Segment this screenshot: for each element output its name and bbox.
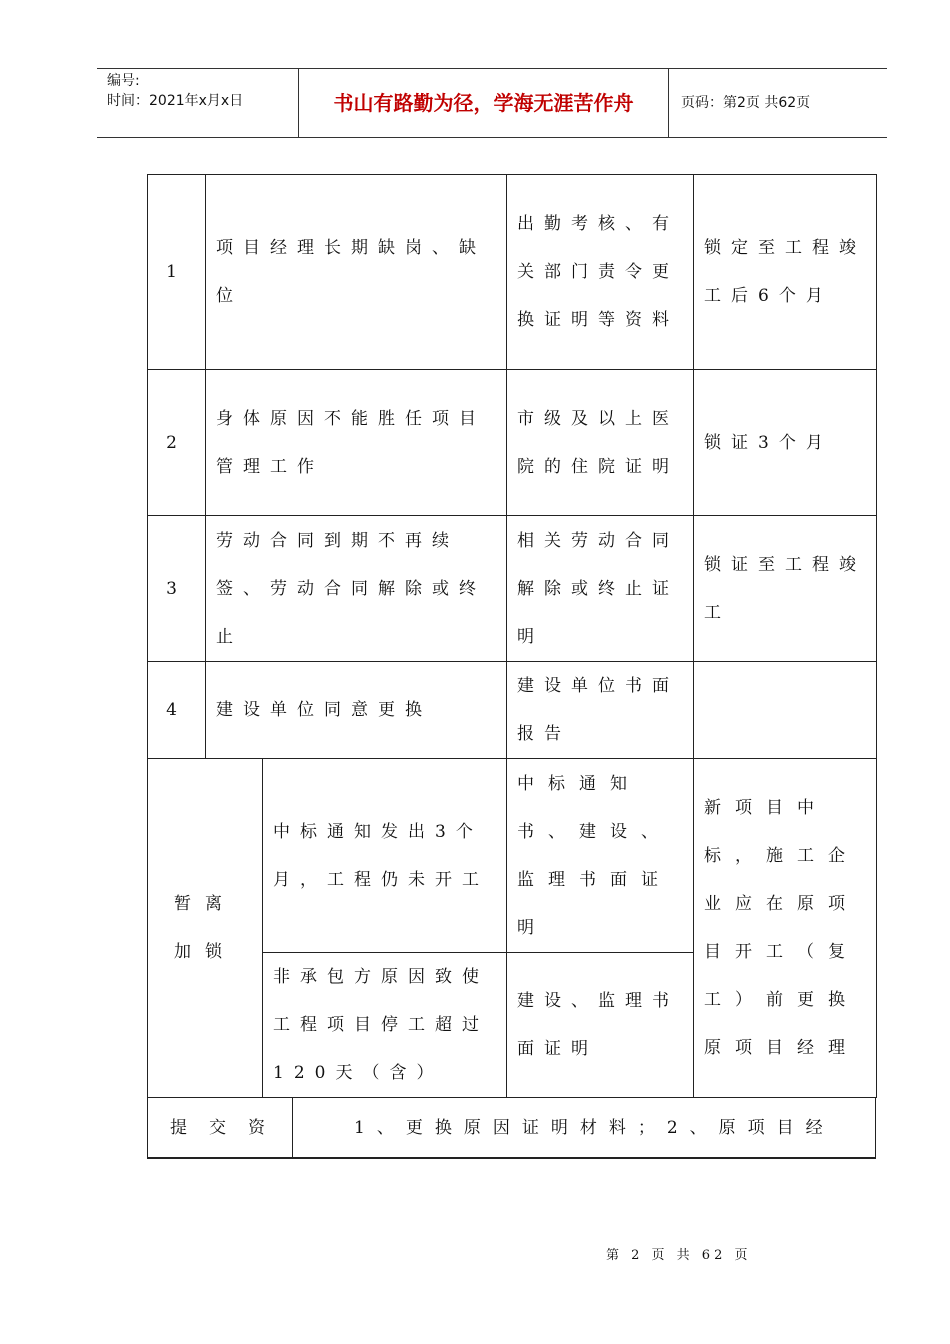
replacement-table <box>147 174 877 1098</box>
lock-cell: 锁定至工程竣工后6个月 <box>694 175 877 370</box>
lock-cell: 锁证至工程竣工 <box>694 516 877 662</box>
header-page-info: 页码：第2页 共62页 <box>681 95 811 111</box>
table-row <box>148 516 877 662</box>
table-row <box>148 759 877 953</box>
proof-cell: 建设单位书面报告 <box>507 662 694 759</box>
proof-cell: 相关劳动合同解除或终止证明 <box>507 516 694 662</box>
submit-label: 提交资 <box>148 1097 293 1157</box>
temp-lock-label <box>148 759 263 1098</box>
submit-materials-row <box>147 1097 876 1159</box>
temp-reason-cell: 非承包方原因致使工程项目停工超过120天（含） <box>263 953 507 1098</box>
table-row <box>148 370 877 516</box>
row-number: 2 <box>148 370 206 516</box>
page-header <box>97 68 887 138</box>
temp-reason-cell: 中标通知发出3个月，工程仍未开工 <box>263 759 507 953</box>
table-row <box>148 662 877 759</box>
header-motto: 书山有路勤为径，学海无涯苦作舟 <box>299 69 669 137</box>
page-number-footer: 第 2 页 共 62 页 <box>606 1248 752 1263</box>
lock-cell <box>694 662 877 759</box>
time-label: 时间：2021年x月x日 <box>107 93 244 109</box>
submit-content: 1、更换原因证明材料；2、原项目经 <box>354 1118 835 1138</box>
row-number: 3 <box>148 516 206 662</box>
reason-cell: 身体原因不能胜任项目管理工作 <box>206 370 507 516</box>
temp-lock-label-line2: 加锁 <box>174 942 236 962</box>
reason-cell: 项目经理长期缺岗、缺位 <box>206 175 507 370</box>
row-number: 1 <box>148 175 206 370</box>
table-row <box>148 175 877 370</box>
serial-label: 编号: <box>107 73 140 89</box>
reason-cell: 建设单位同意更换 <box>206 662 507 759</box>
temp-proof-cell: 中标通知书、建设、监理书面证明 <box>507 759 694 953</box>
temp-lock-label-line1: 暂离 <box>174 894 236 914</box>
lock-cell: 锁证3个月 <box>694 370 877 516</box>
temp-proof-cell: 建设、监理书面证明 <box>507 953 694 1098</box>
temp-lock-cell: 新项目中标，施工企业应在原项目开工（复工）前更换原项目经理 <box>694 759 877 1098</box>
header-meta <box>97 69 299 137</box>
row-number: 4 <box>148 662 206 759</box>
reason-cell: 劳动合同到期不再续签、劳动合同解除或终止 <box>206 516 507 662</box>
proof-cell: 市级及以上医院的住院证明 <box>507 370 694 516</box>
proof-cell: 出勤考核、有关部门责令更换证明等资料 <box>507 175 694 370</box>
